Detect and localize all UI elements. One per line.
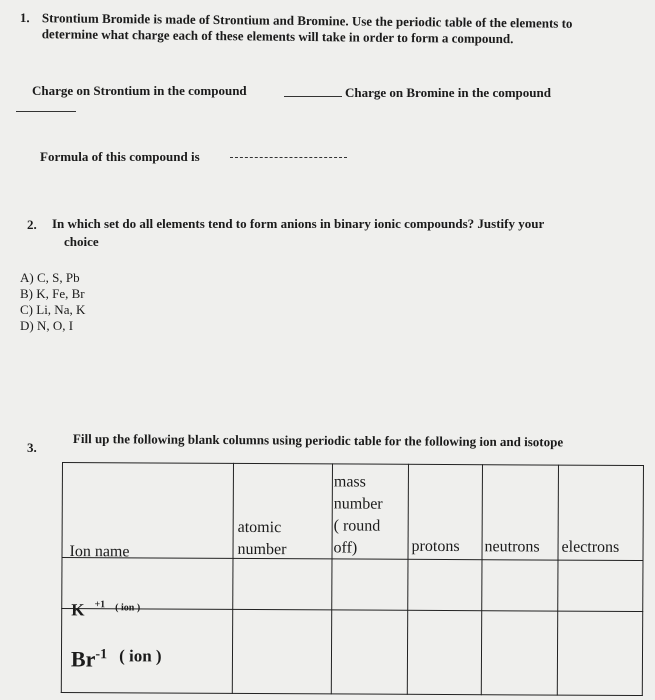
option-b[interactable]: B) K, Fe, Br	[20, 286, 85, 301]
header-ion-name: Ion name	[69, 543, 130, 561]
header-mass-line-3: ( round	[333, 517, 381, 535]
table-border-left	[61, 462, 63, 693]
table-border-top	[62, 462, 644, 466]
question-2-options	[20, 270, 85, 334]
header-mass-line-1: mass	[333, 473, 366, 491]
question-1-text	[20, 10, 620, 48]
header-electrons: electrons	[561, 538, 620, 556]
header-mass-line-4: off)	[333, 539, 358, 557]
header-atomic-number	[237, 517, 286, 561]
header-protons: protons	[411, 537, 460, 556]
option-a[interactable]: A) C, S, Pb	[20, 270, 80, 285]
table-column-divider	[407, 464, 409, 695]
header-neutrons: neutrons	[484, 538, 540, 556]
header-mass-line-2: number	[333, 495, 383, 513]
table-border-bottom	[61, 692, 643, 696]
formula-answer-blank[interactable]	[230, 157, 347, 158]
header-atomic-line-2: number	[237, 540, 287, 559]
ion-charge: +1	[94, 599, 106, 611]
question-2-line-2: choice	[64, 234, 99, 249]
table-row-ion-br	[71, 646, 162, 674]
ion-symbol: K	[71, 600, 85, 620]
question-1-line-1: Strontium Bromide is made of Strontium and Bromine. Use the periodic table of the elements to	[41, 10, 573, 31]
question-2-line-1: In which set do all elements tend to form anions in binary ionic compounds? Justify your	[52, 216, 545, 231]
ion-charge: -1	[95, 647, 108, 663]
charge-strontium-answer-blank[interactable]	[284, 96, 342, 97]
question-1-number: 1.	[19, 10, 30, 26]
question-2-number: 2.	[27, 217, 37, 232]
ion-note: ( ion )	[115, 602, 141, 614]
question-3-number: 3.	[27, 440, 37, 455]
option-c[interactable]: C) Li, Na, K	[20, 302, 86, 317]
header-mass-number	[333, 471, 382, 559]
table-column-divider	[557, 465, 559, 696]
formula-label: Formula of this compound is	[40, 149, 200, 164]
table-column-divider	[481, 464, 483, 695]
table-column-divider	[331, 463, 333, 694]
question-1-line-2: determine what charge each of these elements will take in order to form a compound.	[41, 26, 514, 47]
table-column-divider	[232, 463, 234, 694]
option-d[interactable]: D) N, O, I	[20, 318, 74, 333]
charge-bromine-label: Charge on Bromine in the compound	[345, 85, 551, 100]
charge-bromine-answer-blank[interactable]	[16, 111, 76, 112]
header-atomic-line-1: atomic	[237, 518, 282, 537]
table-border-right	[642, 465, 644, 696]
table-row-ion-k	[71, 596, 140, 625]
ion-note: ( ion )	[119, 646, 162, 666]
question-3-instruction: Fill up the following blank columns using periodic table for the following ion and isotope	[72, 431, 564, 450]
question-2-text	[52, 215, 632, 251]
charge-strontium-label: Charge on Strontium in the compound	[32, 83, 247, 98]
ion-isotope-table	[61, 462, 644, 697]
table-row-divider	[61, 608, 643, 612]
ion-symbol: Br	[70, 646, 96, 672]
